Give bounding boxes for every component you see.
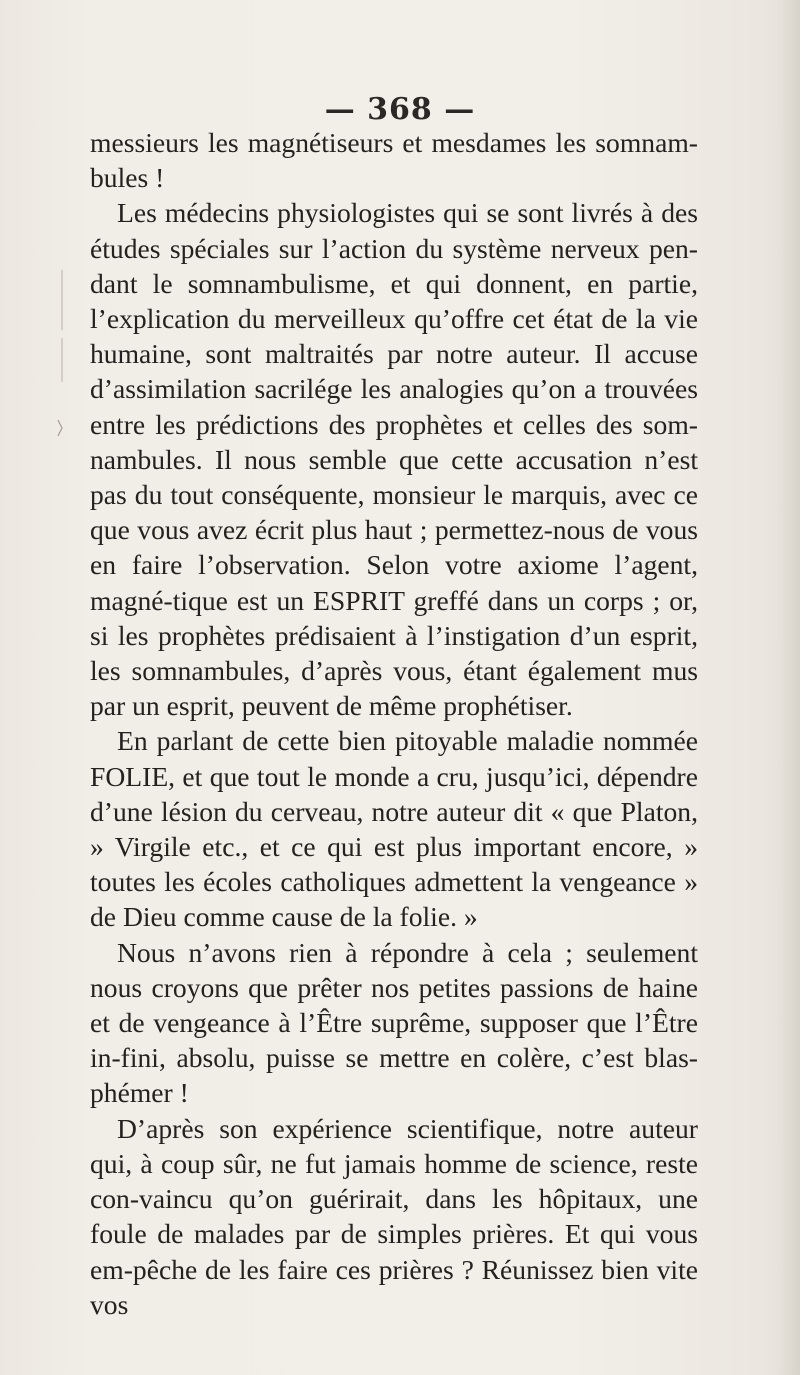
- paragraph-prieres: D’après son expérience scientifique, notre auteur qui, à coup sûr, ne fut jamais homme de science, reste con-vaincu qu’on guérirait, dans les hôpitaux, une foule de malades par de simples prières. Et qui vous em-pêche de les faire ces prières ? Réunissez bien vite vos: [90, 1112, 698, 1320]
- page-edge-shadow: [778, 0, 800, 1375]
- body-text: [90, 125, 698, 1322]
- paragraph-folie: En parlant de cette bien pitoyable maladie nommée FOLIE, et que tout le monde a cru, jusqu’ici, dépendre d’une lésion du cerveau, notre auteur dit « que Platon, » Virgile etc., et ce qui est plus important encore, » toutes les écoles catholiques admettent la vengeance » de Dieu comme cause de la folie. »: [90, 725, 698, 933]
- page-number: — 368 —: [324, 92, 476, 127]
- paragraph-vengeance: Nous n’avons rien à répondre à cela ; seulement nous croyons que prêter nos petites passions de haine et de vengeance à l’Être suprême, supposer que l’Être in-fini, absolu, puisse se mettre en colère, c’est blas-phémer !: [90, 936, 698, 1109]
- paragraph-continuation: messieurs les magnétiseurs et mesdames les somnam-bules !: [90, 127, 698, 194]
- paragraph-medecins: Les médecins physiologistes qui se sont livrés à des études spéciales sur l’action du système nerveux pen-dant le somnambulisme, et qui donnent, en partie, l’explication du merveilleux qu’offre cet état de la vie humaine, sont maltraités par notre auteur. Il accuse d’assimilation sacrilége les analogies qu’on a trouvées entre les prédictions des prophètes et celles des som-nambules. Il nous semble que cette accusation n’est pas du tout conséquente, monsieur le marquis, avec ce que vous avez écrit plus haut ; permettez-nous de vous en faire l’observation. Selon votre axiome l’agent, magné-tique est un ESPRIT greffé dans un corps ; or, si les prophètes prédisaient à l’instigation d’un esprit, les somnambules, d’après vous, étant également mus par un esprit, peuvent de même prophétiser.: [90, 197, 698, 722]
- margin-pencil-marks: [46, 270, 66, 470]
